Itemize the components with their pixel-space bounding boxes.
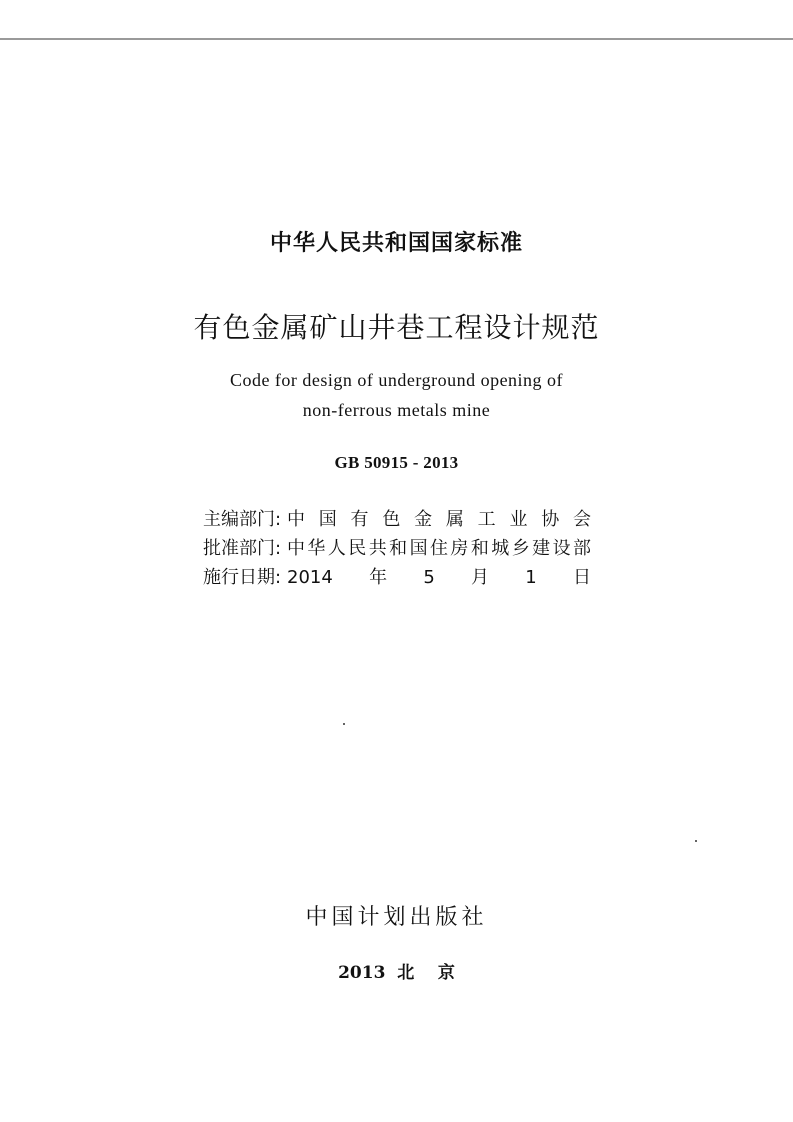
editor-label: 主编部门:	[203, 509, 282, 530]
page-title-english-line-1: Code for design of underground opening of	[229, 370, 564, 390]
publisher-name: 中国计划出版社	[305, 905, 488, 930]
approver-value: 中华人民共和国住房和城乡建设部	[287, 538, 591, 559]
scan-speck	[343, 723, 345, 725]
imprint-year-city	[0, 958, 793, 983]
publication-metadata	[203, 505, 603, 592]
scan-speck	[695, 840, 697, 842]
effective-date-row	[203, 563, 603, 592]
editor-row	[203, 505, 603, 534]
approver-label: 批准部门:	[203, 538, 282, 559]
effective-date-label: 施行日期:	[203, 567, 282, 588]
imprint-text: 2013 北 京	[338, 963, 455, 983]
approver-row	[203, 534, 603, 563]
standard-series-label: 中华人民共和国国家标准	[269, 231, 523, 256]
editor-value: 中国有色金属工业协会	[287, 509, 591, 530]
standard-code: GB 50915 - 2013	[334, 453, 459, 472]
page-title-chinese: 有色金属矿山井巷工程设计规范	[193, 311, 600, 344]
effective-date-value: 2014年5月1日	[287, 567, 591, 588]
top-rule	[0, 0, 793, 40]
page-title-english-line-2: non-ferrous metals mine	[302, 400, 491, 420]
